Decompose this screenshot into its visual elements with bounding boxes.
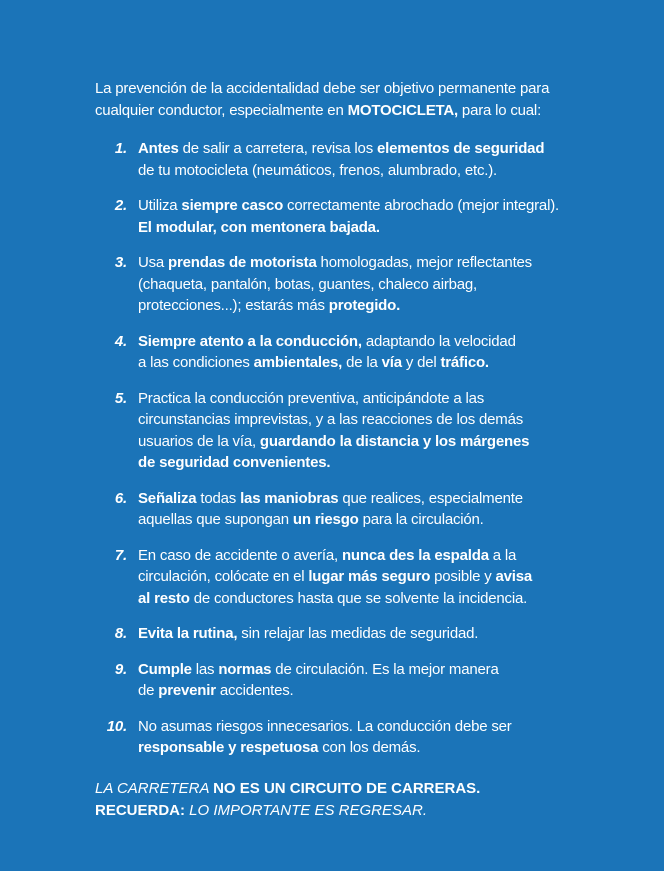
list-item-number: 10. (106, 717, 127, 735)
list-item-line (138, 352, 640, 374)
text-segment: vía (381, 354, 402, 371)
text-segment: Usa (138, 254, 169, 271)
text-segment: posible y (430, 568, 496, 585)
text-segment: Utiliza (138, 197, 182, 214)
intro-line (95, 100, 640, 122)
safety-list (95, 138, 640, 759)
text-segment: Siempre atento a la conducción, (138, 332, 362, 350)
list-item-line (138, 138, 640, 160)
list-item (95, 331, 640, 374)
text-segment: con los demás. (318, 739, 421, 756)
list-item-line (138, 431, 640, 453)
list-item-text (138, 623, 640, 645)
list-item-text (138, 195, 640, 238)
text-segment: nunca des la espalda (341, 546, 489, 564)
text-segment: siempre casco (181, 197, 284, 214)
text-segment: aquellas que supongan (138, 511, 293, 528)
list-item-line (138, 659, 640, 681)
text-segment: un riesgo (292, 511, 359, 528)
text-segment: de (138, 682, 159, 699)
list-item-line (138, 545, 640, 567)
text-segment: de la (342, 354, 382, 371)
list-item-text (138, 252, 640, 317)
list-item-line (138, 488, 640, 510)
list-item-line (138, 217, 640, 239)
list-item-number: 7. (114, 546, 127, 564)
list-item-line (138, 295, 640, 317)
text-segment: las (191, 660, 219, 678)
text-segment: En caso de accidente o avería, (138, 546, 342, 564)
text-segment: usuarios de la vía, (138, 432, 260, 450)
list-item-line (138, 252, 640, 274)
text-segment: y del (401, 354, 441, 371)
text-segment: de salir a carretera, revisa los (178, 140, 377, 157)
text-segment: homologadas, mejor reflectantes (316, 254, 532, 271)
list-item-number: 1. (114, 140, 127, 157)
list-item-number: 5. (114, 389, 127, 407)
text-segment: de conductores hasta que se solvente la incidencia. (189, 589, 528, 607)
list-item-line (138, 716, 640, 738)
text-segment: de circulación. Es la mejor manera (271, 660, 499, 678)
list-item-text (138, 388, 640, 474)
text-segment: Señaliza (138, 489, 197, 507)
list-item-number: 2. (114, 197, 127, 214)
content (95, 78, 640, 822)
text-segment: Evita la rutina, (138, 625, 238, 642)
list-item-line (138, 388, 640, 410)
text-segment: adaptando la velocidad (361, 332, 516, 350)
list-item-line (138, 160, 640, 182)
text-segment: cualquier conductor, especialmente en (95, 102, 348, 119)
text-segment: protegido. (328, 297, 401, 314)
list-item (95, 716, 640, 759)
list-item-text (138, 138, 640, 181)
list-item-text (138, 331, 640, 374)
list-item-line (138, 623, 640, 645)
list-item-text (138, 659, 640, 702)
text-segment: Practica la conducción preventiva, anticipándote a las (138, 389, 485, 407)
list-item-number: 3. (114, 254, 127, 271)
text-segment: avisa (495, 568, 533, 585)
list-item (95, 488, 640, 531)
footer (95, 778, 640, 822)
text-segment: accidentes. (215, 682, 294, 699)
text-segment: lugar más seguro (308, 568, 431, 585)
list-item-line (138, 409, 640, 431)
list-item (95, 252, 640, 317)
list-item-line (138, 566, 640, 588)
text-segment: LO IMPORTANTE ES REGRESAR. (189, 801, 427, 819)
text-segment: elementos de seguridad (376, 140, 545, 157)
list-item-line (138, 452, 640, 474)
intro-paragraph (95, 78, 640, 122)
list-item-line (138, 588, 640, 610)
text-segment: de tu motocicleta (neumáticos, frenos, alumbrado, etc.). (138, 161, 497, 179)
text-segment: El modular, con mentonera bajada. (138, 218, 380, 236)
list-item-number: 8. (114, 625, 127, 642)
list-item (95, 138, 640, 181)
text-segment: que realices, especialmente (338, 489, 523, 507)
text-segment: tráfico. (440, 354, 489, 371)
list-item-text (138, 716, 640, 759)
text-segment: para lo cual: (457, 102, 542, 119)
footer-line (95, 800, 640, 822)
list-item-number: 9. (114, 660, 127, 678)
list-item-line (138, 509, 640, 531)
intro-line (95, 78, 640, 100)
text-segment: responsable y respetuosa (138, 739, 319, 756)
text-segment: al resto (138, 589, 190, 607)
text-segment: Cumple (138, 660, 192, 678)
text-segment: las maniobras (240, 489, 339, 507)
text-segment: La prevención de la accidentalidad debe ser objetivo permanente para (95, 80, 550, 97)
text-segment: NO ES UN CIRCUITO DE CARRERAS. (213, 779, 481, 797)
list-item-line (138, 195, 640, 217)
text-segment: LA CARRETERA (95, 779, 214, 797)
list-item-line (138, 737, 640, 759)
text-segment: de seguridad convenientes. (138, 454, 331, 471)
list-item (95, 659, 640, 702)
text-segment: normas (218, 660, 272, 678)
text-segment: sin relajar las medidas de seguridad. (237, 625, 479, 642)
text-segment: correctamente abrochado (mejor integral). (283, 197, 559, 214)
text-segment: MOTOCICLETA, (347, 102, 458, 119)
list-item (95, 195, 640, 238)
text-segment: para la circulación. (358, 511, 484, 528)
text-segment: protecciones...); estarás más (138, 297, 329, 314)
list-item (95, 545, 640, 610)
text-segment: circunstancias imprevistas, y a las reacciones de los demás (138, 411, 524, 428)
text-segment: todas (196, 489, 241, 507)
text-segment: prendas de motorista (168, 254, 317, 271)
text-segment: guardando la distancia y los márgenes (259, 432, 530, 450)
text-segment: Antes (138, 140, 179, 157)
list-item-line (138, 680, 640, 702)
text-segment: (chaqueta, pantalón, botas, guantes, chaleco airbag, (138, 275, 478, 293)
list-item-line (138, 274, 640, 296)
text-segment: a la (488, 546, 517, 564)
footer-line (95, 778, 640, 800)
list-item-text (138, 488, 640, 531)
text-segment: prevenir (158, 682, 216, 699)
list-item (95, 623, 640, 645)
text-segment: No asumas riesgos innecesarios. La conducción debe ser (138, 717, 512, 735)
text-segment: ambientales, (253, 354, 343, 371)
list-item (95, 388, 640, 474)
text-segment: circulación, colócate en el (138, 568, 309, 585)
text-segment: RECUERDA: (95, 801, 190, 819)
list-item-line (138, 331, 640, 353)
list-item-text (138, 545, 640, 610)
list-item-number: 6. (114, 489, 127, 507)
list-item-number: 4. (114, 332, 127, 350)
text-segment: a las condiciones (138, 354, 254, 371)
